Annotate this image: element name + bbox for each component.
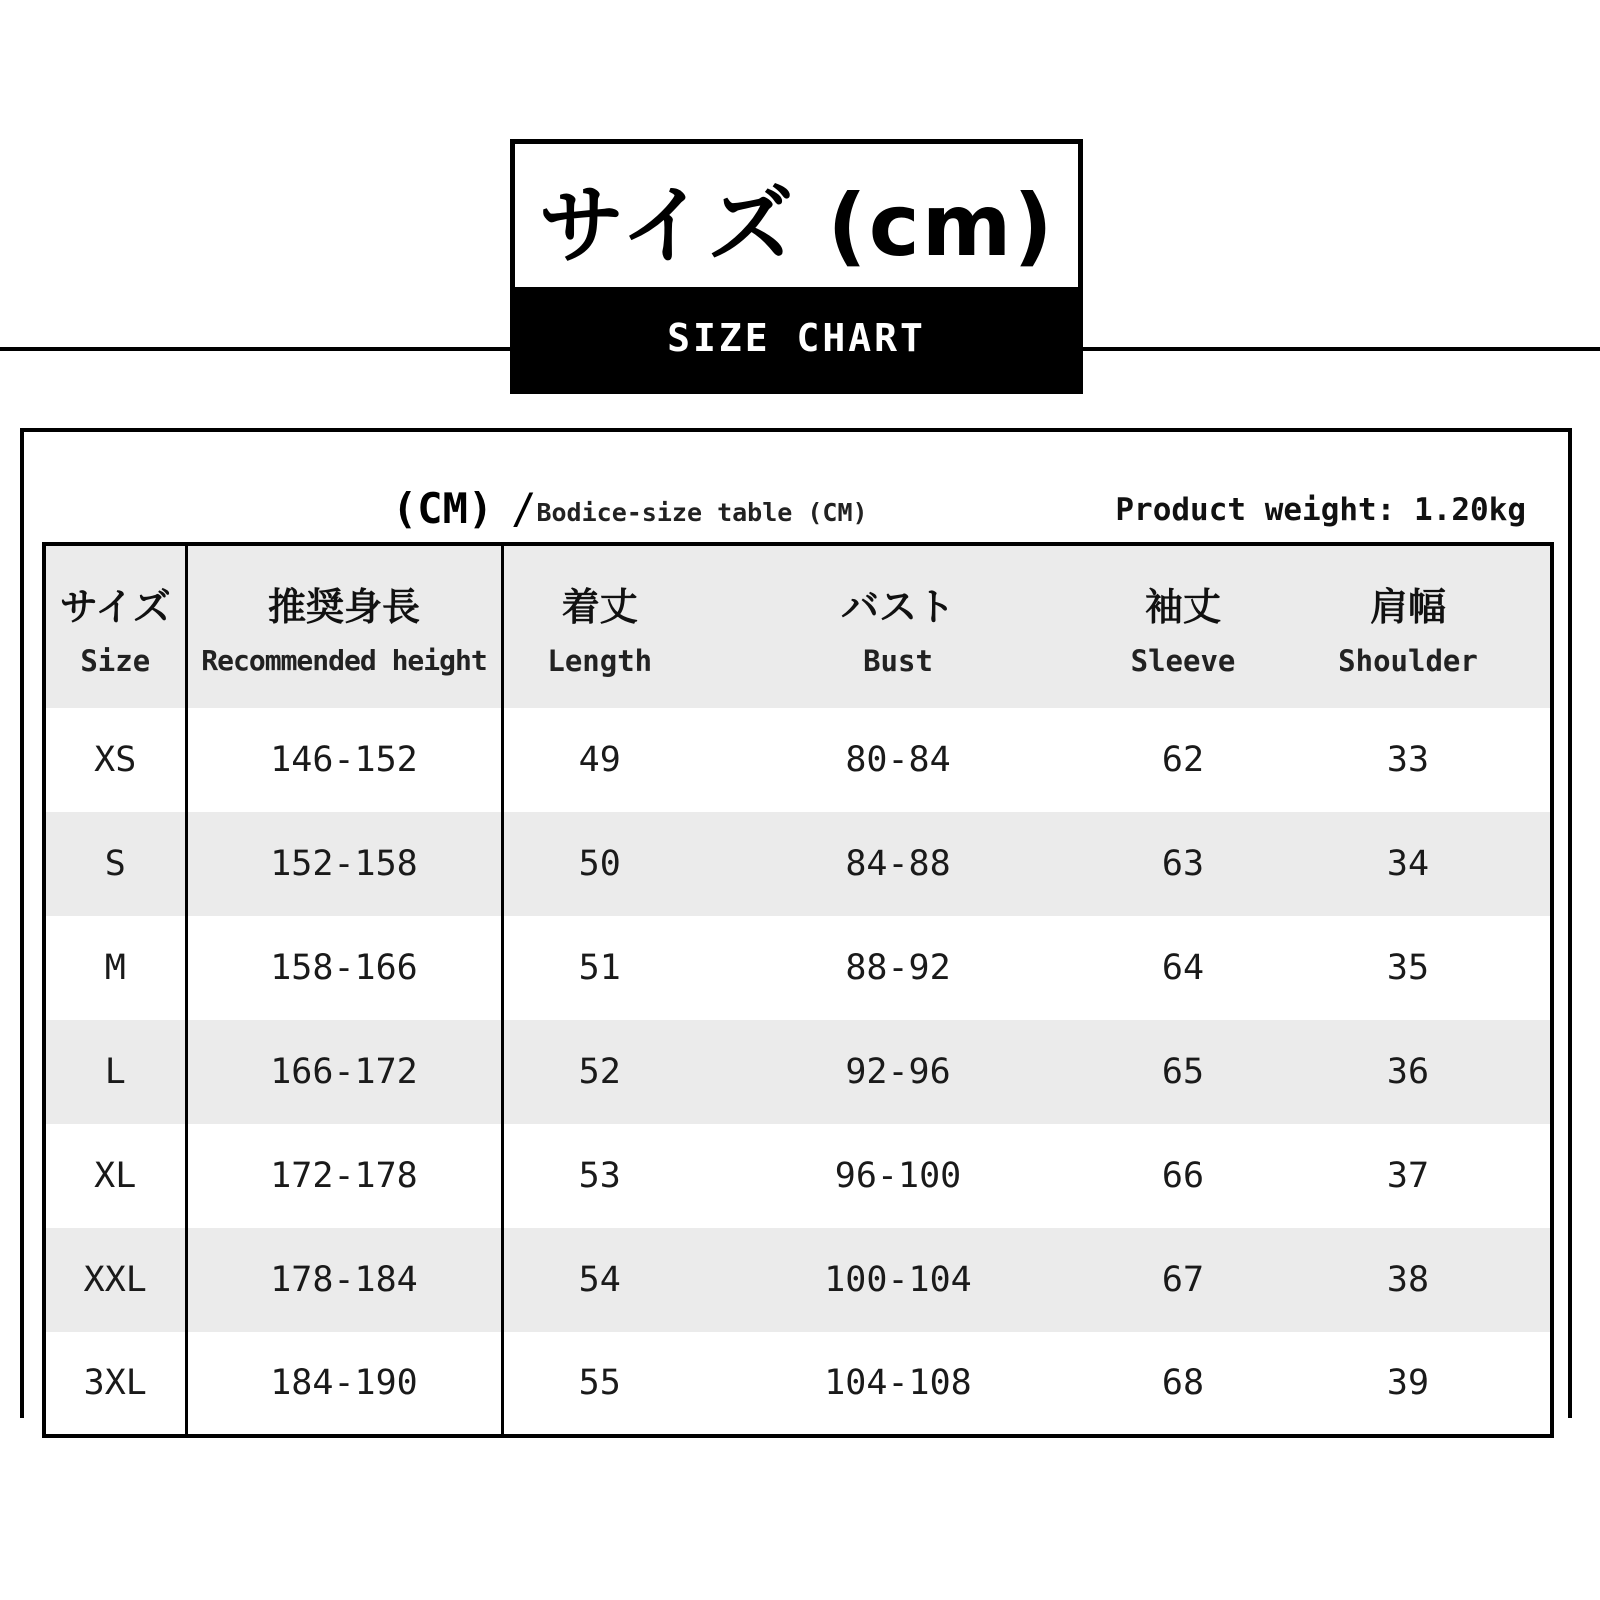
table-row [44, 916, 1552, 1020]
cell-length: 54 [578, 1260, 621, 1300]
cell-length: 49 [578, 740, 621, 780]
cell-bust: 100-104 [824, 1260, 972, 1300]
size-table [42, 542, 1554, 1438]
cell-shoulder: 39 [1386, 1363, 1430, 1403]
title-box [510, 139, 1083, 394]
cell-length: 51 [578, 948, 621, 988]
cell-shoulder: 34 [1386, 844, 1430, 884]
cell-sleeve: 68 [1161, 1363, 1205, 1403]
unit-label-small: Bodice-size table (CM) [536, 497, 868, 527]
cell-bust: 96-100 [834, 1156, 962, 1196]
unit-label [392, 480, 868, 536]
header-length [502, 544, 696, 708]
cell-sleeve: 62 [1161, 740, 1205, 780]
cell-sleeve: 66 [1161, 1156, 1205, 1196]
header-bust-jp: バスト [840, 585, 955, 629]
cell-length: 53 [578, 1156, 621, 1196]
header-shoulder-jp: 肩幅 [1369, 585, 1446, 629]
header-height [186, 544, 502, 708]
table-row [44, 1332, 1552, 1436]
header-size-jp: サイズ [59, 585, 171, 629]
header-sleeve-en: Sleeve [1130, 644, 1236, 678]
cell-bust: 80-84 [845, 740, 951, 780]
cell-bust: 84-88 [845, 844, 951, 884]
cell-height: 146-152 [186, 708, 502, 812]
cell-size: L [44, 1020, 186, 1124]
cell-size: XS [44, 708, 186, 812]
cell-height: 184-190 [186, 1332, 502, 1436]
cell-length: 55 [578, 1363, 621, 1403]
unit-label-big: (CM) [392, 483, 494, 533]
table-row [44, 1124, 1552, 1228]
cell-bust: 92-96 [845, 1052, 951, 1092]
cell-size: 3XL [44, 1332, 186, 1436]
cell-shoulder: 35 [1386, 948, 1430, 988]
header-shoulder [1266, 544, 1552, 708]
cell-height: 178-184 [186, 1228, 502, 1332]
cell-size: S [44, 812, 186, 916]
table-header-row [44, 544, 1552, 708]
header-height-en: Recommended height [201, 644, 487, 677]
cell-height: 172-178 [186, 1124, 502, 1228]
page-subtitle: SIZE CHART [515, 287, 1078, 389]
header-sleeve [1100, 544, 1266, 708]
table-row [44, 1228, 1552, 1332]
product-weight: Product weight: 1.20kg [1115, 492, 1526, 528]
header-length-en: Length [547, 644, 653, 678]
cell-height: 158-166 [186, 916, 502, 1020]
cell-shoulder: 36 [1386, 1052, 1430, 1092]
cell-length: 52 [578, 1052, 621, 1092]
header-size-en: Size [80, 644, 151, 678]
cell-size: XXL [44, 1228, 186, 1332]
cell-size: M [44, 916, 186, 1020]
header-length-jp: 着丈 [561, 585, 638, 629]
header-bust [696, 544, 1100, 708]
cell-bust: 88-92 [845, 948, 951, 988]
cell-length: 50 [578, 844, 621, 884]
header-size [44, 544, 186, 708]
table-row [44, 812, 1552, 916]
header-bust-en: Bust [863, 644, 933, 678]
cell-sleeve: 65 [1161, 1052, 1205, 1092]
cell-shoulder: 38 [1386, 1260, 1430, 1300]
unit-label-slash: / [511, 483, 537, 533]
cell-size: XL [44, 1124, 186, 1228]
cell-height: 152-158 [186, 812, 502, 916]
header-sleeve-jp: 袖丈 [1144, 585, 1221, 629]
cell-bust: 104-108 [824, 1363, 972, 1403]
table-row [44, 1020, 1552, 1124]
cell-sleeve: 67 [1161, 1260, 1205, 1300]
header-rule-left [0, 347, 512, 351]
cell-sleeve: 64 [1161, 948, 1205, 988]
page-title: サイズ (cm) [538, 176, 1055, 276]
cell-shoulder: 37 [1386, 1156, 1430, 1196]
header-height-jp: 推奨身長 [267, 585, 420, 629]
cell-height: 166-172 [186, 1020, 502, 1124]
header-shoulder-en: Shoulder [1338, 644, 1478, 678]
cell-shoulder: 33 [1386, 740, 1430, 780]
cell-sleeve: 63 [1161, 844, 1205, 884]
header-rule-right [1080, 347, 1600, 351]
table-row [44, 708, 1552, 812]
